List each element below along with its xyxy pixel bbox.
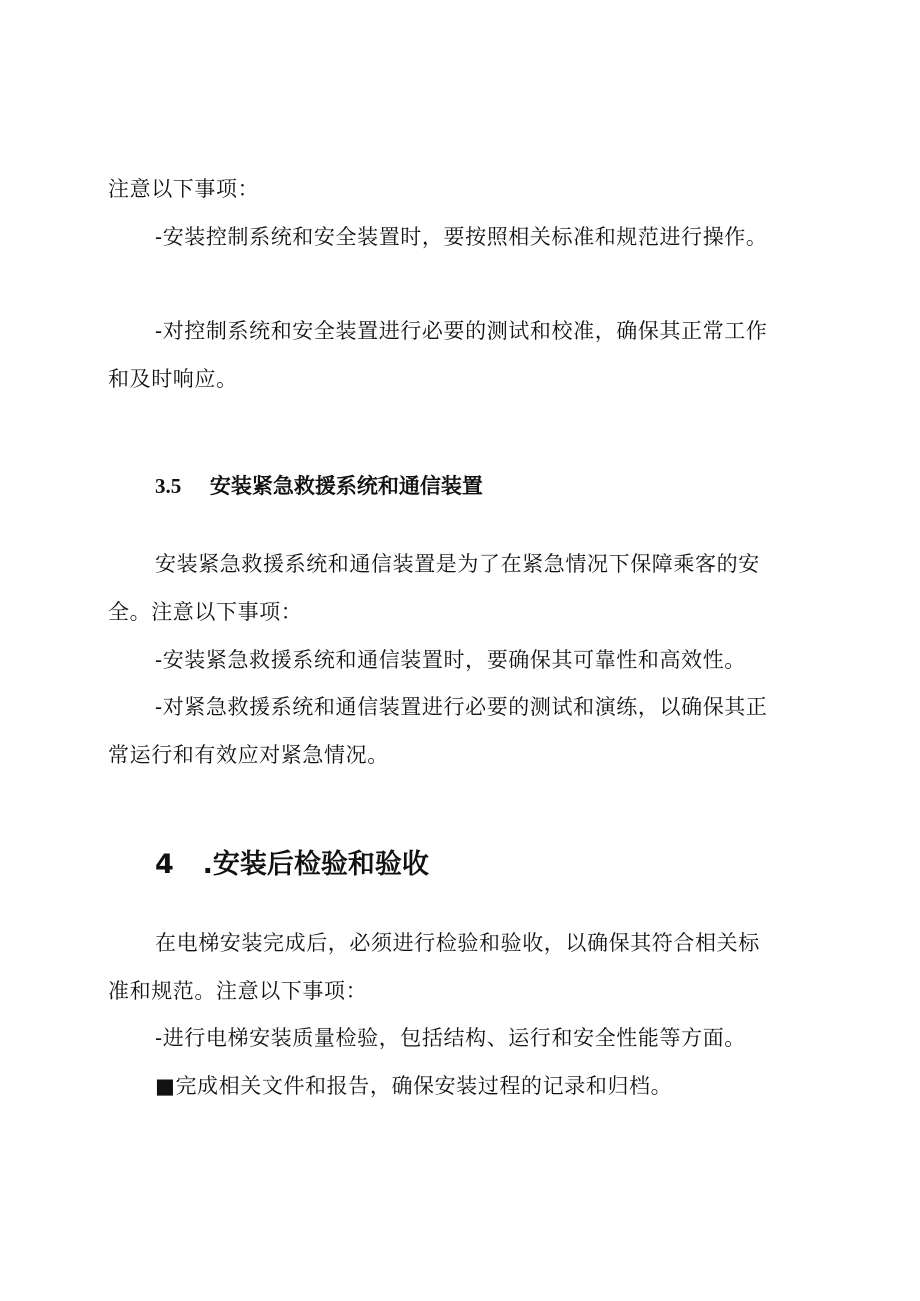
bullet-control-test-line2: 和及时响应。	[108, 367, 238, 391]
section-3-5-para-line1: 安装紧急救援系统和通信装置是为了在紧急情况下保障乘客的安	[155, 552, 760, 576]
section-4-bullet1: -进行电梯安装质量检验，包括结构、运行和安全性能等方面。	[155, 1026, 746, 1050]
section-4-para-line2: 准和规范。注意以下事项：	[108, 979, 368, 1003]
section-number: 3.5	[155, 474, 182, 498]
section-3-5-bullet1: -安装紧急救援系统和通信装置时，要确保其可靠性和高效性。	[155, 648, 746, 672]
section-4-para-line1: 在电梯安装完成后，必须进行检验和验收，以确保其符合相关标	[155, 931, 760, 955]
section-title: 安装紧急救援系统和通信装置	[209, 474, 483, 498]
notice-intro: 注意以下事项：	[108, 177, 260, 201]
bullet-control-test-line1: -对控制系统和安全装置进行必要的测试和校准，确保其正常工作	[155, 319, 768, 343]
bullet-control-install: -安装控制系统和安全装置时，要按照相关标准和规范进行操作。	[155, 225, 768, 249]
section-3-5-bullet2-line1: -对紧急救援系统和通信装置进行必要的测试和演练，以确保其正	[155, 695, 768, 719]
section-3-5-bullet2-line2: 常运行和有效应对紧急情况。	[108, 743, 389, 767]
section-3-5-para-line2: 全。注意以下事项：	[108, 600, 303, 624]
section-4-bullet2: ■完成相关文件和报告，确保安装过程的记录和归档。	[155, 1074, 673, 1098]
section-3-5-heading	[155, 471, 483, 501]
section-title: .安装后检验和验收	[202, 849, 429, 880]
section-number: 4	[155, 849, 174, 880]
section-4-heading	[155, 847, 429, 883]
